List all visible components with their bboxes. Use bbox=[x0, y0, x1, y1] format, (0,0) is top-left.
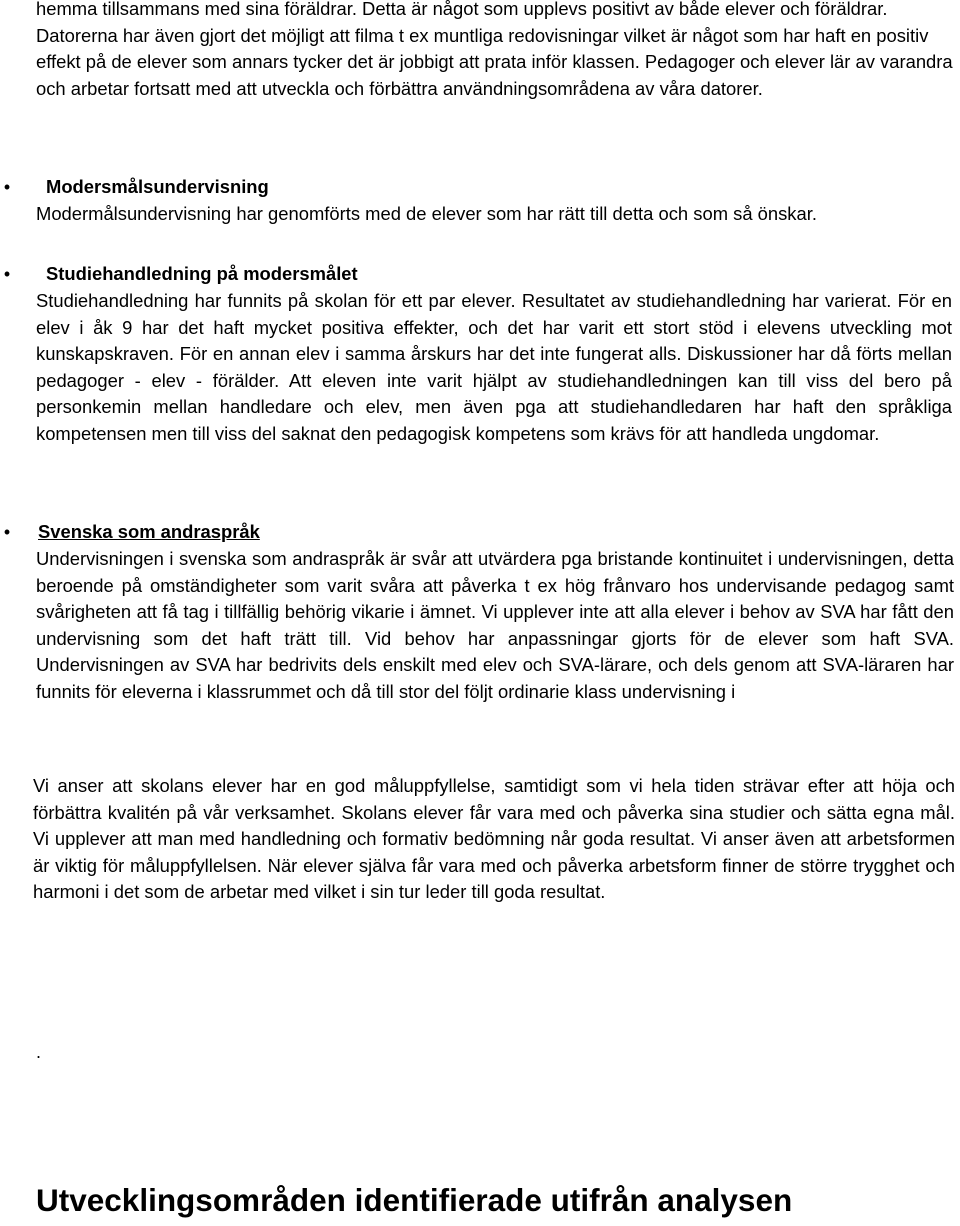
section-heading-studiehandledning: Studiehandledning på modersmålet bbox=[46, 263, 358, 284]
bullet-marker: • bbox=[3, 264, 11, 284]
section-body-studiehandledning: Studiehandledning har funnits på skolan för ett par elever. Resultatet av studiehandledning har varierat. För en elev i åk 9 har det haft mycket positiva effekter, och det har varit ett stort stöd i elevens utveckling mot kunskapskraven. För en annan elev i samma årskurs har det inte fungerat alls. Diskussioner har då förts mellan pedagoger - elev - förälder. Att eleven inte varit hjälpt av studiehandledningen kan till viss del bero på personkemin mellan handledare och elev, men även pga att studiehandledaren har haft den språkliga kompetensen men till viss del saknat den pedagogisk kompetens som krävs för att handleda ungdomar. bbox=[36, 290, 952, 444]
conclusion-paragraph: Vi anser att skolans elever har en god måluppfyllelse, samtidigt som vi hela tiden strävar efter att höja och förbättra kvalitén på vår verksamhet. Skolans elever får vara med och påverka sina studier och sätta egna mål. Vi upplever att man med handledning och formativ bedömning når goda resultat. Vi anser även att arbetsformen är viktig för måluppfyllelsen. När elever själva får vara med och påverka arbetsform finner de större trygghet och harmoni i det som de arbetar med vilket i sin tur leder till goda resultat. bbox=[33, 775, 955, 903]
intro-paragraph: hemma tillsammans med sina föräldrar. Detta är något som upplevs positivt av både elever och föräldrar. Datorerna har även gjort det möjligt att filma t ex muntliga redovisningar vilket är något som har haft en positiv effekt på de elever som annars tycker det är jobbigt att prata inför klassen. Pedagoger och elever lär av varandra och arbetar fortsatt med att utveckla och förbättra användningsområdena av våra datorer. bbox=[36, 0, 953, 99]
section-body-modersmal: Modermålsundervisning har genomförts med de elever som har rätt till detta och som så önskar. bbox=[36, 203, 817, 224]
bullet-marker: • bbox=[3, 522, 11, 542]
bullet-marker: • bbox=[3, 177, 11, 197]
section-body-svenska-andrasprak: Undervisningen i svenska som andraspråk är svår att utvärdera pga bristande kontinuitet i undervisningen, detta beroende på omständigheter som varit svåra att påverka t ex hög frånvaro hos undervisande pedagog samt svårigheten att få tag i tillfällig behörig vikarie i ämnet. Vi upplever inte att alla elever i behov av SVA har fått den undervisning som det haft trätt till. Vid behov har anpassningar gjorts för de elever som haft SVA. Undervisningen av SVA har bedrivits dels enskilt med elev och SVA-lärare, och dels genom att SVA-läraren har funnits för eleverna i klassrummet och då till stor del följt ordinarie klass undervisning i bbox=[36, 548, 954, 702]
stray-period: . bbox=[36, 1042, 42, 1062]
section-title-utvecklingsomraden: Utvecklingsområden identifierade utifrån analysen bbox=[36, 1182, 793, 1218]
section-heading-modersmal: Modersmålsundervisning bbox=[46, 176, 269, 197]
section-heading-svenska-andrasprak: Svenska som andraspråk bbox=[38, 521, 260, 542]
